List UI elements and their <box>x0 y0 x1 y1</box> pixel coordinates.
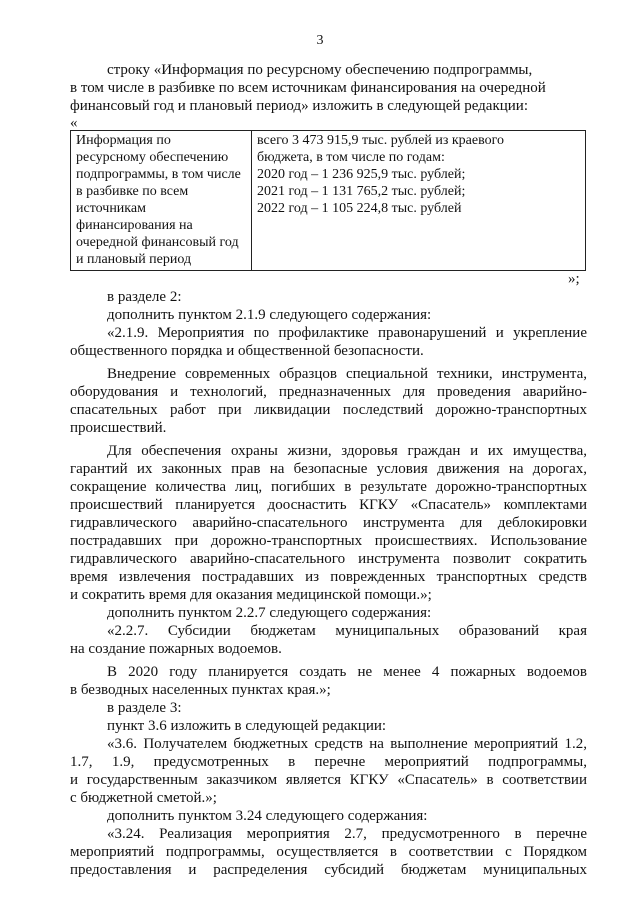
body-line: общественного порядка и общественной безопасности. <box>70 343 424 359</box>
body-line: оборудования и технологий, предназначенных для проведения аварийно- <box>70 384 587 400</box>
intro-line: строку «Информация по ресурсному обеспечению подпрограммы, <box>107 62 533 78</box>
page-number: 3 <box>316 33 324 48</box>
table-label-line: источникам <box>76 201 146 216</box>
body-line: в разделе 3: <box>107 700 182 716</box>
intro-line: в том числе в разбивке по всем источникам финансирования на очередной <box>70 80 546 96</box>
body-line: Внедрение современных образцов специальной техники, инструмента, <box>107 366 587 382</box>
table-value-line: 2022 год – 1 105 224,8 тыс. рублей <box>257 201 462 216</box>
body-line: и сократить время для оказания медицинской помощи.»; <box>70 587 432 603</box>
body-line: Для обеспечения охраны жизни, здоровья граждан и их имущества, <box>107 443 587 459</box>
body-line: спасательных работ при ликвидации последствий дорожно-транспортных <box>70 402 587 418</box>
table-value-cell <box>252 131 586 271</box>
body-line: «3.24. Реализация мероприятия 2.7, предусмотренного в перечне <box>107 826 587 842</box>
intro-line: финансовый год и плановый период» изложить в следующей редакции: <box>70 98 529 114</box>
table-label-line: подпрограммы, в том числе <box>76 167 241 182</box>
body-line: «2.2.7. Субсидии бюджетам муниципальных образований края <box>107 623 587 639</box>
body-line: время извлечения пострадавших из поврежденных транспортных средств <box>70 569 587 585</box>
body-line: пострадавших при дорожно-транспортных происшествиях. Использование <box>70 533 587 549</box>
body-line: гидравлического аварийно-спасательного инструмента для деблокировки <box>70 515 587 531</box>
body-line: В 2020 году планируется создать не менее 4 пожарных водоемов <box>107 664 587 680</box>
body-line: с бюджетной сметой.»; <box>70 790 217 806</box>
body-line: сокращение количества лиц, погибших в результате дорожно-транспортных <box>70 479 587 495</box>
body-line: гидравлического аварийно-спасательного инструмента позволит сократить <box>70 551 587 567</box>
table-label-line: в разбивке по всем <box>76 184 189 199</box>
body-line: в разделе 2: <box>107 289 182 305</box>
open-quote: « <box>70 115 78 131</box>
body-line: дополнить пунктом 2.1.9 следующего содержания: <box>107 307 432 323</box>
table-label-line: ресурсному обеспечению <box>76 150 229 165</box>
table-label-line: и плановый период <box>76 252 192 267</box>
body-line: пункт 3.6 изложить в следующей редакции: <box>107 718 387 734</box>
body-line: в безводных населенных пунктах края.»; <box>70 682 331 698</box>
body-line: дополнить пунктом 3.24 следующего содержания: <box>107 808 428 824</box>
body-line: дополнить пунктом 2.2.7 следующего содержания: <box>107 605 432 621</box>
table-label-cell <box>71 131 252 271</box>
body-line: предоставления и распределения субсидий бюджетам муниципальных <box>70 862 587 878</box>
body-line: происшествий. <box>70 420 167 436</box>
body-line: «2.1.9. Мероприятия по профилактике правонарушений и укрепление <box>107 325 587 341</box>
table-value-line: 2020 год – 1 236 925,9 тыс. рублей; <box>257 167 466 182</box>
body-line: происшествий планируется дооснастить КГКУ «Спасатель» комплектами <box>70 497 587 513</box>
table-value-line: всего 3 473 915,9 тыс. рублей из краевого <box>257 133 505 148</box>
table-value-line: 2021 год – 1 131 765,2 тыс. рублей; <box>257 184 466 199</box>
body-line: «3.6. Получателем бюджетных средств на выполнение мероприятий 1.2, <box>107 736 587 752</box>
table-label-line: финансирования на <box>76 218 193 233</box>
body-line: мероприятий подпрограммы, осуществляется в соответствии с Порядком <box>70 844 587 860</box>
table-row <box>71 131 586 271</box>
body-line: гарантий их законных прав на безопасные условия движения на дорогах, <box>70 461 587 477</box>
close-quote: »; <box>568 271 580 287</box>
table-value-line: бюджета, в том числе по годам: <box>257 150 445 165</box>
table-label-line: Информация по <box>76 133 171 148</box>
resource-table <box>70 130 586 271</box>
body-line: и государственным заказчиком является КГКУ «Спасатель» в соответствии <box>70 772 587 788</box>
body-line: 1.7, 1.9, предусмотренных в перечне мероприятий подпрограммы, <box>70 754 587 770</box>
body-line: на создание пожарных водоемов. <box>70 641 282 657</box>
table-label-line: очередной финансовый год <box>76 235 239 250</box>
